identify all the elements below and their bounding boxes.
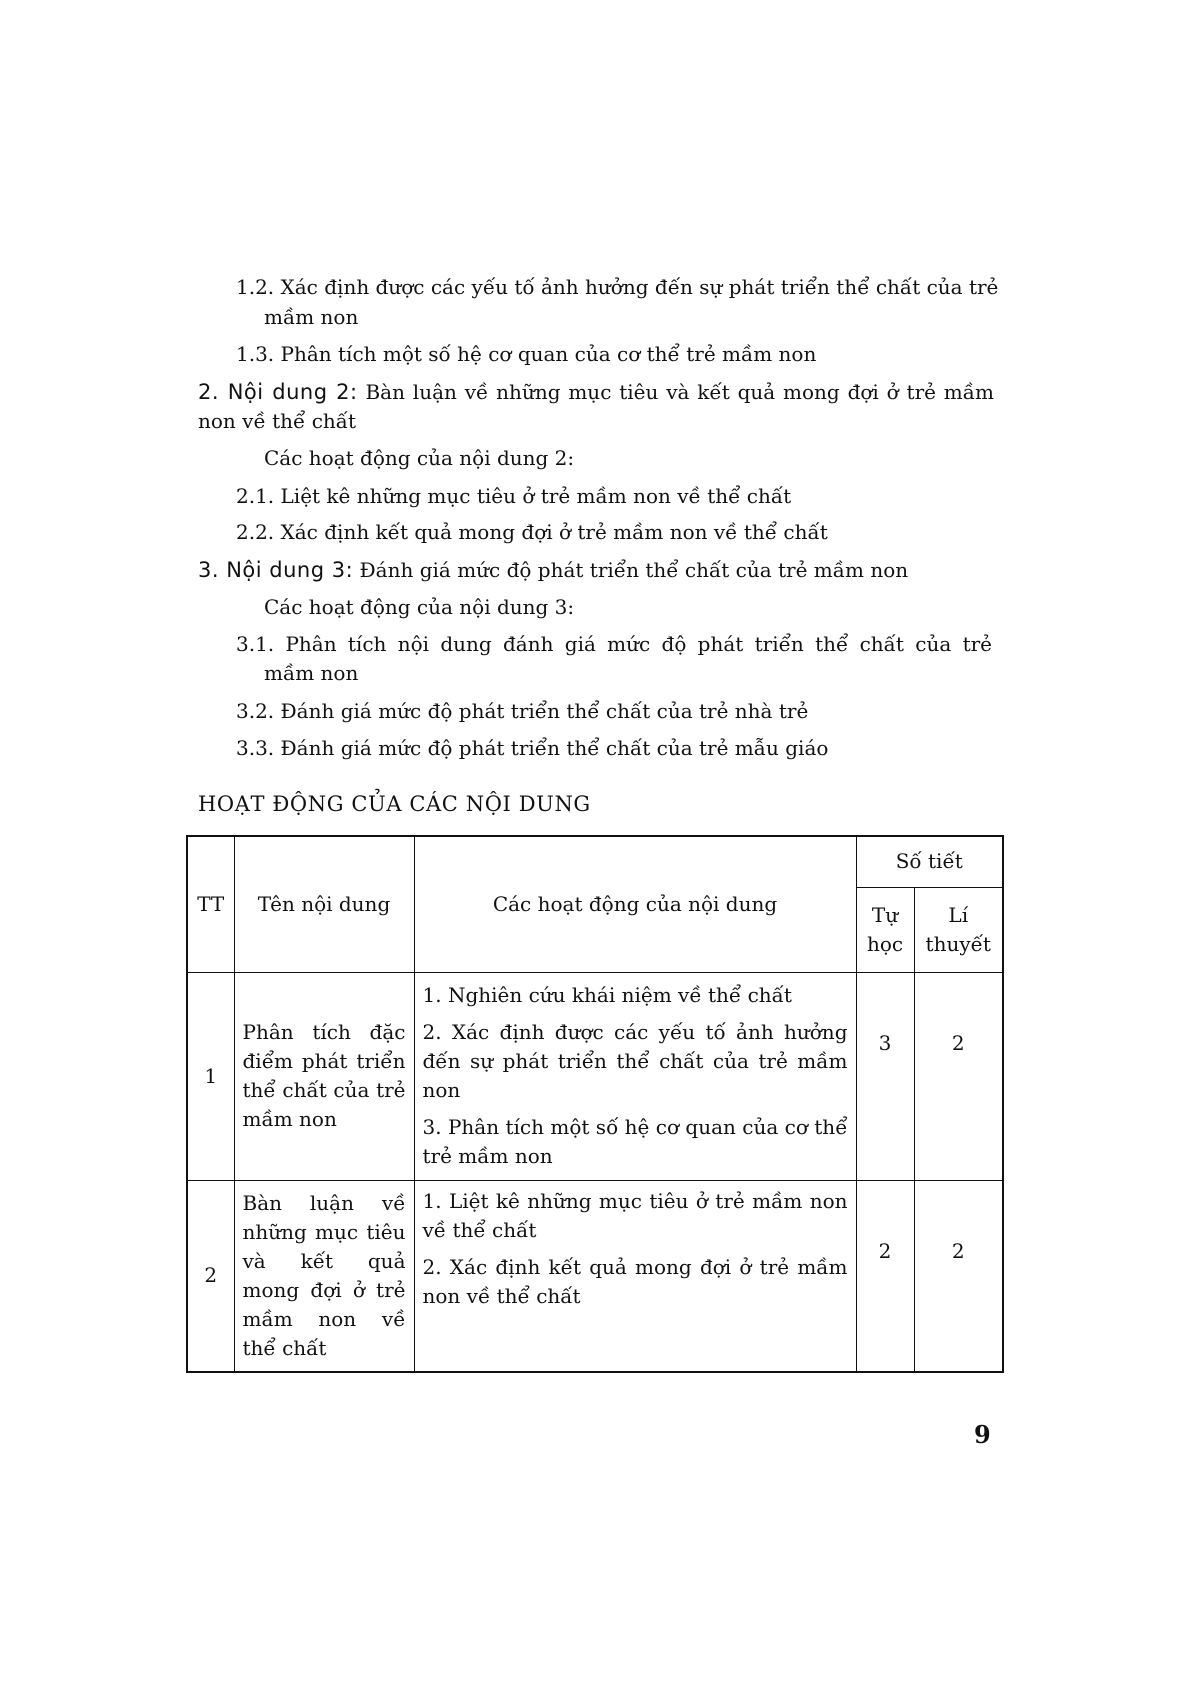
item-1-2-line-1: 1.2. Xác định được các yếu tố ảnh hưởng đến sự phát triển thể chất của trẻ <box>236 275 999 299</box>
activity-item: 2. Xác định kết quả mong đợi ở trẻ mầm non về thể chất <box>422 1254 848 1308</box>
header-tt: TT <box>187 836 234 972</box>
content-2-activities-label: Các hoạt động của nội dung 2: <box>264 446 575 470</box>
header-theory: Lí thuyết <box>914 887 1003 972</box>
item-1-2-line-2: mầm non <box>264 305 359 329</box>
content-3-label: 3. Nội dung 3: <box>198 558 354 582</box>
table-row <box>187 1180 1003 1372</box>
header-content-name: Tên nội dung <box>234 836 414 972</box>
row-content-name: Bàn luận về những mục tiêu và kết quả mong đợi ở trẻ mầm non về thể chất <box>234 1180 414 1372</box>
row-activities <box>414 1180 856 1372</box>
row-content-name: Phân tích đặc điểm phát triển thể chất của trẻ mầm non <box>234 972 414 1180</box>
item-1-3: 1.3. Phân tích một số hệ cơ quan của cơ thể trẻ mầm non <box>236 342 817 366</box>
row-theory: 2 <box>914 1180 1003 1372</box>
content-3-activities-label: Các hoạt động của nội dung 3: <box>264 595 575 619</box>
item-3-1-line-1: 3.1. Phân tích nội dung đánh giá mức độ phát triển thể chất của trẻ <box>236 632 992 656</box>
section-heading: HOẠT ĐỘNG CỦA CÁC NỘI DUNG <box>198 792 591 816</box>
item-3-1-line-2: mầm non <box>264 661 359 685</box>
row-activities <box>414 972 856 1180</box>
content-2-label: 2. Nội dung 2: <box>198 380 358 404</box>
item-2-1: 2.1. Liệt kê những mục tiêu ở trẻ mầm non về thể chất <box>236 484 792 508</box>
activity-item: 3. Phân tích một số hệ cơ quan của cơ thể trẻ mầm non <box>422 1115 848 1168</box>
row-tt: 2 <box>187 1180 234 1372</box>
activity-item: 1. Nghiên cứu khái niệm về thể chất <box>422 983 792 1007</box>
activities-table <box>186 835 1004 1373</box>
activity-item: 2. Xác định được các yếu tố ảnh hưởng đến sự phát triển thể chất của trẻ mầm non <box>422 1020 848 1102</box>
header-activities: Các hoạt động của nội dung <box>414 836 856 972</box>
row-self-study: 2 <box>856 1180 914 1372</box>
row-self-study: 3 <box>856 972 914 1180</box>
content-2-heading-line-2: non về thể chất <box>198 409 357 433</box>
item-3-3: 3.3. Đánh giá mức độ phát triển thể chất của trẻ mẫu giáo <box>236 736 829 760</box>
table-row <box>187 972 1003 1180</box>
content-3-heading <box>198 555 908 585</box>
content-3-title: Đánh giá mức độ phát triển thể chất của trẻ mầm non <box>359 558 909 582</box>
header-self-study: Tự học <box>856 887 914 972</box>
activity-item: 1. Liệt kê những mục tiêu ở trẻ mầm non về thể chất <box>422 1188 848 1242</box>
header-lesson-count: Số tiết <box>856 836 1003 887</box>
content-2-heading-line-1 <box>198 377 994 407</box>
content-2-title: Bàn luận về những mục tiêu và kết quả mong đợi ở trẻ mầm <box>365 380 994 404</box>
row-tt: 1 <box>187 972 234 1180</box>
page-number: 9 <box>974 1420 991 1449</box>
row-theory: 2 <box>914 972 1003 1180</box>
item-2-2: 2.2. Xác định kết quả mong đợi ở trẻ mầm non về thể chất <box>236 520 828 544</box>
item-3-2: 3.2. Đánh giá mức độ phát triển thể chất của trẻ nhà trẻ <box>236 699 809 723</box>
